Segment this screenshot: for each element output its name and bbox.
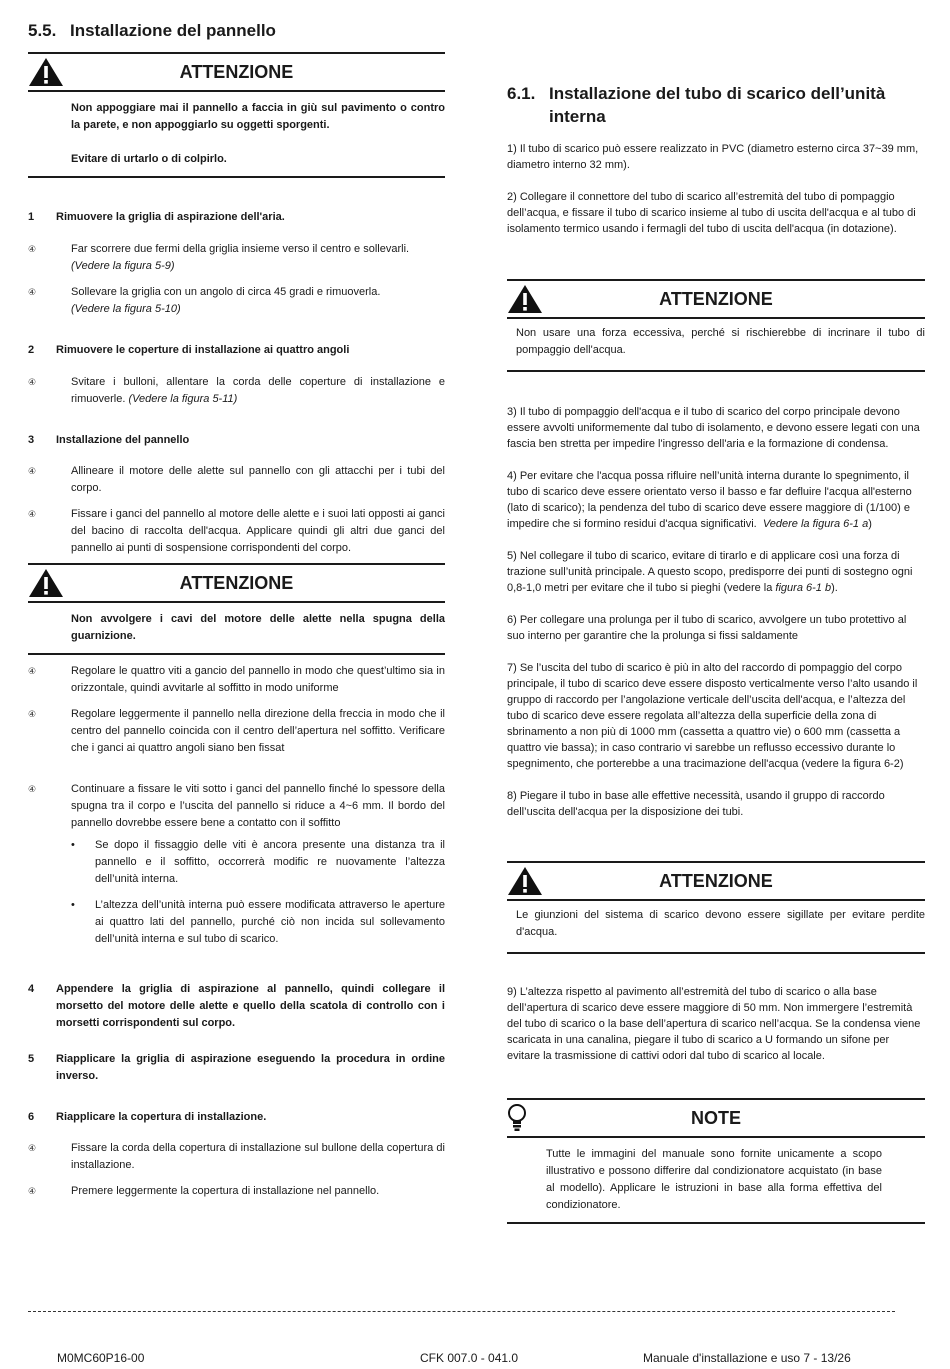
item-text: Far scorrere due fermi della griglia insieme verso il centro e sollevarli.	[71, 243, 410, 255]
bullet-icon: •	[71, 899, 75, 911]
step-number: 3	[28, 434, 35, 446]
left-column	[28, 20, 445, 1200]
paragraph-4: 4) Per evitare che l'acqua possa rifluire nell’unità interna durante lo spegnimento, il tubo di scarico deve essere orientato verso il basso e far defluire l'acqua all'esterno (lato di scarico); la pendenza del tubo di scarico deve essere maggiore di (1/100) e impedire che si formino residui d'acqua significativi. Vedere la figura 6-1 a)	[507, 470, 912, 530]
list-item	[28, 663, 445, 697]
warning-box-4	[507, 861, 925, 954]
step-5	[28, 1051, 445, 1085]
bullet-item	[71, 837, 445, 888]
footer-page-info: Manuale d'installazione e uso 7 - 13/26	[643, 1351, 851, 1365]
warning-title: ATTENZIONE	[179, 572, 294, 593]
section-number: 5.5.	[28, 21, 57, 40]
item-text: Sollevare la griglia con un angolo di circa 45 gradi e rimuoverla.	[71, 286, 381, 298]
bullet-text: Se dopo il fissaggio delle viti è ancora presente una distanza tra il pannello e il soffitto, occorrerà modific re nuovamente l’altezza dell’unità interna.	[95, 839, 445, 885]
note-box	[507, 1098, 925, 1224]
figure-reference: figura 6-1 b	[775, 582, 832, 594]
warning-box-3	[507, 279, 925, 372]
step-number: 4	[28, 983, 35, 995]
step-text: Installazione del pannello	[56, 434, 190, 446]
paragraph-text: ).	[831, 582, 838, 594]
item-text: Continuare a fissare le viti sotto i ganci del pannello finché lo spessore della spugna tra il corpo e l’uscita del pannello si riduce a 4~6 mm. Il bordo del pannello dovrebbe essere bene a contatto con il soffitto	[71, 783, 445, 829]
step-1	[28, 209, 445, 226]
step-text: Appendere la griglia di aspirazione al pannello, quindi collegare il morsetto del motore delle alette e quello della scatola di controllo con i morsetti corrispondenti sul corpo.	[56, 983, 445, 1029]
item-text: Regolare leggermente il pannello nella direzione della freccia in modo che il centro del pannello coincida con il centro dell’apertura nel soffitto. Verificare che i ganci ai quattro angoli siano ben fissat	[71, 708, 445, 754]
list-item	[28, 781, 445, 832]
note-body: Tutte le immagini del manuale sono fornite unicamente a scopo illustrativo e possono differire dal condizionatore acquistato (in base al modello). Applicare le istruzioni in base alla forma effettiva del condizionatore.	[507, 1138, 925, 1224]
figure-reference: (Vedere la figura 5-9)	[71, 260, 175, 272]
circled-symbol-icon: ④	[28, 466, 37, 476]
step-2	[28, 342, 445, 359]
figure-reference: (Vedere la figura 5-10)	[71, 303, 181, 315]
step-6	[28, 1109, 445, 1126]
paragraph-text: 5) Nel collegare il tubo di scarico, evitare di tirarlo e di applicare così una forza di trazione sull’unità principale. A questo scopo, predisporre dei punti di sostegno ogni 0,8-1,0 metri per evitare che il tubo si pieghi (vedere la	[507, 550, 913, 594]
bullet-item	[71, 897, 445, 948]
list-item	[28, 706, 445, 757]
right-column	[507, 82, 925, 1224]
list-item	[28, 1183, 445, 1200]
circled-symbol-icon: ④	[28, 666, 37, 676]
paragraph-9: 9) L’altezza rispetto al pavimento all’estremità del tubo di scarico o alla base dell’apertura di scarico deve essere maggiore di 50 mm. Non immergere l’estremità del tubo di scarico o la base dell’apertura di scarico nell’acqua. Se la condensa viene scaricata in una canalina, piegare il tubo di scarico a U formando un sifone per evitare la trasmissione di cattivi odori dal tubo di scarico al locale.	[507, 986, 921, 1062]
warning-text: Non avvolgere i cavi del motore delle alette nella spugna della guarnizione.	[71, 613, 445, 642]
list-item	[28, 374, 445, 408]
circled-symbol-icon: ④	[28, 1186, 37, 1196]
item-text: Allineare il motore delle alette sul pannello con gli attacchi per i tubi del corpo.	[71, 465, 445, 494]
item-text: Regolare le quattro viti a gancio del pannello in modo che quest’ultimo sia in orizzontale, quindi avvitarle al soffitto in modo uniforme	[71, 665, 445, 694]
list-item	[28, 284, 445, 318]
section-title-text: Installazione del pannello	[70, 21, 276, 40]
paragraph-8: 8) Piegare il tubo in base alle effettive necessità, usando il gruppo di raccordo dell’uscita dell'acqua per la disposizione dei tubi.	[507, 790, 885, 818]
circled-symbol-icon: ④	[28, 709, 37, 719]
warning-title: ATTENZIONE	[179, 61, 294, 82]
paragraph-6: 6) Per collegare una prolunga per il tubo di scarico, avvolgere un tubo protettivo al suo interno per garantire che la prolunga si fissi saldamente	[507, 614, 907, 642]
circled-symbol-icon: ④	[28, 784, 37, 794]
bullet-text: L’altezza dell’unità interna può essere modificata attraverso le aperture ai quattro lati del pannello, purché ciò non incida sul sollevamento dell’unità interna e sul tubo di scarico.	[95, 899, 445, 945]
step-number: 2	[28, 344, 35, 356]
step-4	[28, 981, 445, 1032]
paragraph-5	[507, 548, 925, 596]
warning-title: ATTENZIONE	[659, 870, 773, 891]
paragraph-3: 3) Il tubo di pompaggio dell'acqua e il tubo di scarico del corpo principale devono essere avvolti uniformemente dal tubo di isolamento, e devono essere legati con una fascia ben stretta per impedire l'ingresso dell'aria e la formazione di condensa.	[507, 406, 920, 450]
item-text: Premere leggermente la copertura di installazione nel pannello.	[71, 1185, 380, 1197]
section-title-text: Installazione del tubo di scarico dell’unità interna	[549, 84, 886, 126]
step-number: 5	[28, 1053, 35, 1065]
bullet-icon: •	[71, 839, 75, 851]
step-number: 6	[28, 1111, 35, 1123]
lightbulb-icon	[507, 1102, 547, 1134]
circled-symbol-icon: ④	[28, 287, 37, 297]
warning-body	[28, 92, 445, 178]
circled-symbol-icon: ④	[28, 244, 37, 254]
warning-text: Evitare di urtarlo o di colpirlo.	[71, 153, 227, 165]
list-item	[28, 241, 445, 275]
figure-reference: Vedere la figura 6-1 a	[762, 518, 869, 530]
figure-reference: (Vedere la figura 5-11)	[128, 393, 238, 405]
section-title-6-1	[507, 82, 925, 128]
list-item	[28, 463, 445, 497]
footer-doc-code: M0MC60P16-00	[57, 1351, 145, 1365]
paragraph-2: 2) Collegare il connettore del tubo di scarico all’estremità del tubo di pompaggio dell’acqua, e fissare il tubo di scarico insieme al tubo di uscita dell'acqua e al tubo di isolamento termico usando i fermagli del tubo di uscita dell'acqua (in dotazione).	[507, 191, 916, 235]
warning-triangle-icon	[507, 283, 547, 315]
step-3	[28, 432, 445, 449]
list-item	[28, 506, 445, 557]
warning-triangle-icon	[28, 56, 68, 88]
warning-title: ATTENZIONE	[659, 288, 773, 309]
section-number: 6.1.	[507, 84, 536, 103]
list-item	[28, 1140, 445, 1174]
step-text: Riapplicare la griglia di aspirazione eseguendo la procedura in ordine inverso.	[56, 1053, 445, 1082]
warning-triangle-icon	[507, 865, 547, 897]
footer-divider	[28, 1311, 895, 1312]
circled-symbol-icon: ④	[28, 377, 37, 387]
note-title: NOTE	[690, 1107, 741, 1128]
paragraph-1: 1) Il tubo di scarico può essere realizzato in PVC (diametro esterno circa 37~39 mm, diametro interno 32 mm).	[507, 143, 919, 171]
item-text: Fissare i ganci del pannello al motore delle alette e i suoi lati opposti ai ganci del bacino di raccolta dell'acqua. Applicare quindi gli altri due ganci del pannello ai punti di sospensione corrispondenti del corpo.	[71, 508, 445, 554]
step-text: Rimuovere la griglia di aspirazione dell'aria.	[56, 211, 285, 223]
circled-symbol-icon: ④	[28, 1143, 37, 1153]
step-text: Riapplicare la copertura di installazione.	[56, 1111, 267, 1123]
item-text: Fissare la corda della copertura di installazione sul bullone della copertura di installazione.	[71, 1142, 445, 1171]
warning-text: Non appoggiare mai il pannello a faccia in giù sul pavimento o contro la parete, e non appoggiarlo su oggetti sporgenti.	[71, 102, 445, 131]
step-text: Rimuovere le coperture di installazione ai quattro angoli	[56, 344, 350, 356]
footer-model-range: CFK 007.0 - 041.0	[420, 1351, 519, 1365]
warning-triangle-icon	[28, 567, 68, 599]
warning-body	[28, 603, 445, 655]
warning-body: Non usare una forza eccessiva, perché si rischierebbe di incrinare il tubo di pompaggio dell'acqua.	[507, 319, 925, 372]
section-title-5-5	[28, 20, 445, 46]
item-text: Svitare i bulloni, allentare la corda delle coperture di installazione e rimuoverle.	[71, 376, 445, 405]
paragraph-text: 4) Per evitare che l'acqua possa rifluire nell’unità interna durante lo spegnimento, il tubo di scarico deve essere orientato verso il basso e far defluire l'acqua all'esterno (lato di scarico); la pendenza del tubo di scarico deve essere maggiore di (1/100) e impedire che si formino residui d'acqua significativi.	[507, 470, 912, 530]
warning-box-2	[28, 563, 445, 655]
paragraph-7: 7) Se l’uscita del tubo di scarico è più in alto del raccordo di pompaggio del corpo principale, il tubo di scarico deve essere disposto verticalmente verso l’alto usando il gruppo di raccordo per l’angolazione verticale dell’uscita dell'acqua, e l’altezza del tubo di scarico deve essere regolata all’altezza della superficie della zona di sbrinamento a non più di 1000 mm (cassetta a quattro vie) o 600 mm (cassetta a quattro vie bassa); in caso contrario vi sarebbe un reflusso eccessivo durante lo spegnimento, che porterebbe a una tracimazione dell'acqua (vedere la figura 6-2)	[507, 662, 918, 770]
warning-body: Le giunzioni del sistema di scarico devono essere sigillate per evitare perdite d'acqua.	[507, 901, 925, 954]
circled-symbol-icon: ④	[28, 509, 37, 519]
step-number: 1	[28, 211, 35, 223]
warning-box-1	[28, 52, 445, 178]
